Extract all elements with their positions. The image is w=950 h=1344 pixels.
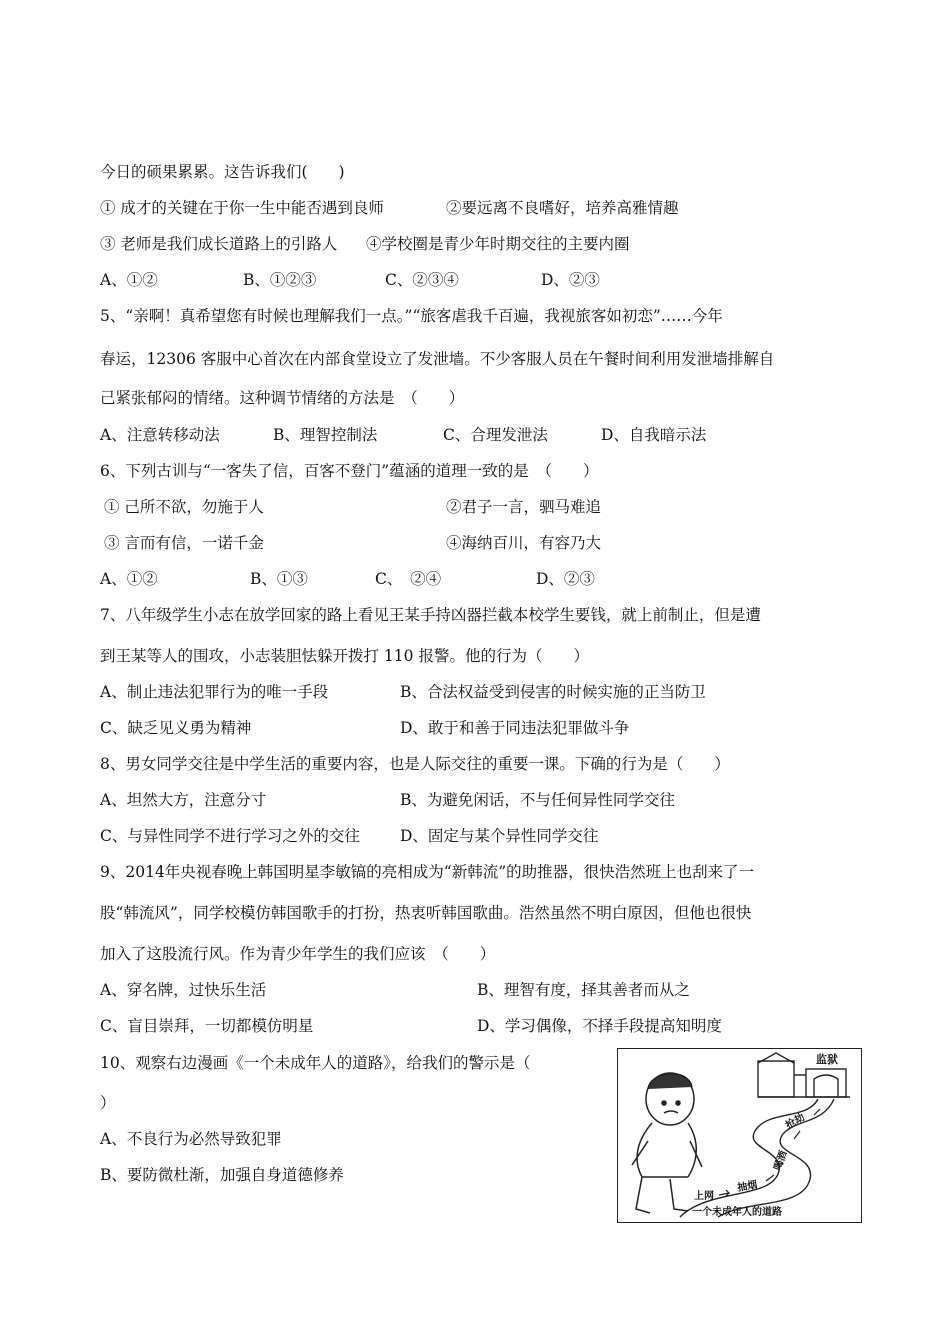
q6-option-a: A、①② bbox=[100, 570, 158, 588]
q4-option-a: A、①② bbox=[100, 271, 158, 289]
q10-option-a: A、不良行为必然导致犯罪 bbox=[100, 1130, 282, 1148]
q10-option-b: B、要防微杜渐，加强自身道德修养 bbox=[100, 1166, 344, 1184]
q8-option-c: C、与异性同学不进行学习之外的交往 bbox=[100, 827, 360, 845]
cartoon-caption: 一个未成年人的道路 bbox=[692, 1207, 782, 1218]
q9-option-c: C、盲目崇拜，一切都模仿明星 bbox=[100, 1017, 314, 1035]
q9-option-d: D、学习偶像，不择手段提高知明度 bbox=[477, 1017, 722, 1035]
q7-option-c: C、缺乏见义勇为精神 bbox=[100, 719, 252, 737]
q6-stem: 6、下列古训与“一客失了信，百客不登门”蕴涵的道理一致的是 （ ） bbox=[100, 462, 599, 480]
q4-item-2: ②要远离不良嗜好，培养高雅情趣 bbox=[446, 199, 679, 217]
q4-option-d: D、②③ bbox=[541, 271, 600, 289]
q7-option-b: B、合法权益受到侵害的时候实施的正当防卫 bbox=[400, 683, 706, 701]
q7-option-a: A、制止违法犯罪行为的唯一手段 bbox=[100, 683, 329, 701]
step-label-3: 喝酒 bbox=[772, 1149, 790, 1173]
q5-stem-line-3: 己紧张郁闷的情绪。这种调节情绪的方法是 （ ） bbox=[100, 389, 465, 407]
q8-option-a: A、坦然大方，注意分寸 bbox=[100, 791, 267, 809]
q9-stem-line-3: 加入了这股流行风。作为青少年学生的我们应该 （ ） bbox=[100, 945, 496, 963]
q7-option-d: D、敢于和善于同违法犯罪做斗争 bbox=[400, 719, 630, 737]
q9-option-b: B、理智有度，择其善者而从之 bbox=[477, 981, 690, 999]
boy-figure bbox=[632, 1073, 702, 1213]
q5-stem-line-2: 春运，12306 客服中心首次在内部食堂设立了发泄墙。不少客服人员在午餐时间利用发泄墙排解自 bbox=[100, 350, 775, 368]
q10-stem-line-2: ） bbox=[100, 1094, 116, 1112]
q6-item-2: ②君子一言，驷马难追 bbox=[446, 498, 602, 516]
q10-stem-line-1: 10、观察右边漫画《一个未成年人的道路》，给我们的警示是（ bbox=[100, 1054, 531, 1072]
q5-option-c: C、合理发泄法 bbox=[443, 426, 548, 444]
q8-option-d: D、固定与某个异性同学交往 bbox=[400, 827, 599, 845]
step-label-1: 上网 bbox=[694, 1191, 714, 1202]
q5-option-b: B、理智控制法 bbox=[273, 426, 378, 444]
prison-label: 监狱 bbox=[816, 1053, 838, 1066]
q4-option-c: C、②③④ bbox=[385, 271, 459, 289]
step-label-2: 抽烟 bbox=[736, 1179, 759, 1194]
q9-option-a: A、穿名牌，过快乐生活 bbox=[100, 981, 267, 999]
q5-stem-line-1: 5、“亲啊！真希望您有时候也理解我们一点。”“旅客虐我千百遍，我视旅客如初恋”……今年 bbox=[100, 307, 723, 325]
q7-stem-line-1: 7、八年级学生小志在放学回家的路上看见王某手持凶器拦截本校学生要钱，就上前制止，但是遭 bbox=[100, 606, 761, 624]
q6-item-4: ④海纳百川，有容乃大 bbox=[446, 534, 602, 552]
q4-tail: 今日的硕果累累。这告诉我们( ) bbox=[100, 163, 345, 181]
step-label-4: 抢劫 bbox=[784, 1112, 807, 1132]
q5-option-d: D、自我暗示法 bbox=[601, 426, 707, 444]
q6-option-b: B、①③ bbox=[250, 570, 308, 588]
q5-option-a: A、注意转移动法 bbox=[100, 426, 220, 444]
q4-option-b: B、①②③ bbox=[243, 271, 317, 289]
cartoon-minor-path bbox=[617, 1048, 862, 1223]
q9-stem-line-1: 9、2014年央视春晚上韩国明星李敏镐的亮相成为“新韩流”的助推器，很快浩然班上也刮来了一 bbox=[100, 863, 755, 881]
q9-stem-line-2: 股“韩流风”，同学校模仿韩国歌手的打扮，热衷听韩国歌曲。浩然虽然不明白原因，但他也很快 bbox=[100, 904, 752, 922]
q6-option-d: D、②③ bbox=[536, 570, 595, 588]
q6-option-c: C、 ②④ bbox=[375, 570, 442, 588]
q6-item-3: ③ 言而有信，一诺千金 bbox=[104, 534, 264, 552]
q4-item-4: ④学校圈是青少年时期交往的主要内圈 bbox=[366, 235, 630, 253]
q4-item-1: ① 成才的关键在于你一生中能否遇到良师 bbox=[100, 199, 384, 217]
cartoon-drawing bbox=[618, 1049, 860, 1221]
q8-option-b: B、为避免闲话，不与任何异性同学交往 bbox=[400, 791, 675, 809]
q8-stem: 8、男女同学交往是中学生活的重要内容，也是人际交往的重要一课。下确的行为是（ ） bbox=[100, 755, 730, 773]
q7-stem-line-2: 到王某等人的围攻，小志装胆怯躲开拨打 110 报警。他的行为（ ） bbox=[100, 647, 589, 665]
q4-item-3: ③ 老师是我们成长道路上的引路人 bbox=[100, 235, 338, 253]
q6-item-1: ① 己所不欲，勿施于人 bbox=[104, 498, 264, 516]
